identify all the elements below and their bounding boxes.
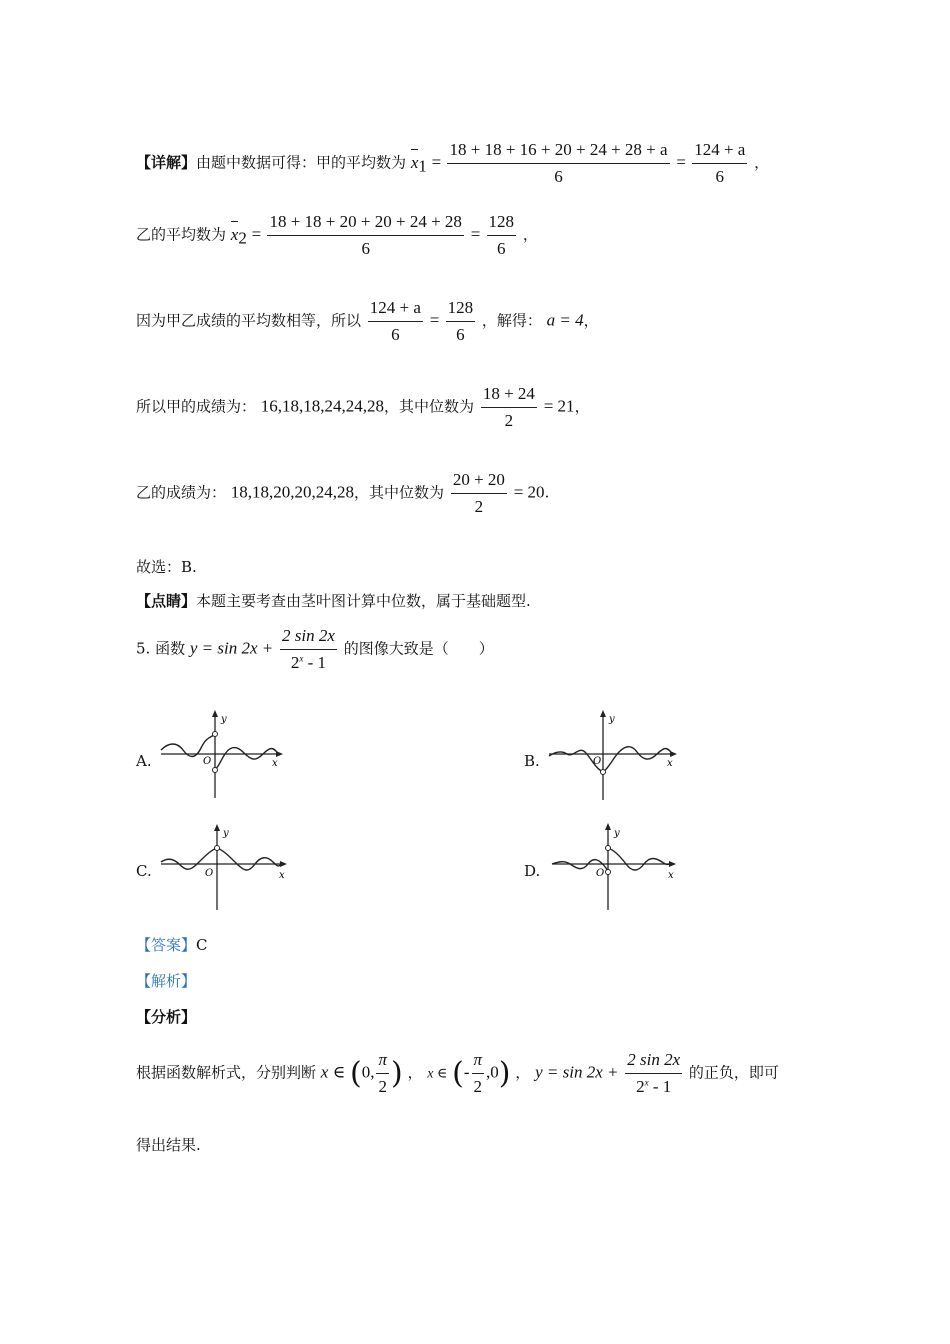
svg-text:y: y (223, 828, 229, 839)
mean-jia-frac: $\frac{18 + 18 + 16 + 20 + 24 + 28 + a}{6}$ (449, 140, 668, 186)
answer-value: C (196, 936, 208, 954)
svg-text:y: y (221, 714, 227, 725)
x1-sub: 1 (418, 156, 427, 176)
svg-text:O: O (593, 756, 602, 767)
mean-yi-frac: $\frac{18 + 18 + 20 + 20 + 24 + 28}{6}$ (269, 212, 462, 258)
comment-label: 【点睛】 (136, 592, 197, 610)
mean-jia-simplified: $\frac{124 + a}{6}$ (694, 140, 746, 186)
svg-text:O: O (205, 868, 214, 879)
answer-line (136, 934, 208, 955)
option-d-graph[interactable] (548, 822, 680, 912)
detail-intro: 由题中数据可得：甲的平均数为 (196, 153, 407, 172)
solution-text-1: 根据函数解析式，分别判断 (136, 1063, 317, 1082)
question-5 (136, 626, 494, 673)
option-b-label: B. (524, 752, 540, 770)
mean-yi-simplified: $\frac{128}{6}$ (488, 212, 515, 258)
yi-scores: 18,18,20,20,24,28 (230, 482, 355, 502)
question-prefix: 5. 函数 (136, 639, 186, 658)
detail-line-2: 乙的平均数为 $x_2$ = $\frac{18 + 18 + 20 + 20 + 24 + 28}{6}$ = $\frac{128}{6}$ ， (136, 212, 538, 258)
svg-text:O: O (203, 756, 212, 767)
comment-line (136, 590, 531, 611)
svg-text:x: x (668, 870, 674, 881)
svg-text:x: x (272, 758, 278, 769)
question-suffix: 的图像大致是（ ） (343, 639, 494, 658)
svg-text:x: x (279, 870, 285, 881)
solution-text-3: 得出结果. (136, 1136, 201, 1154)
equal-intro: 因为甲乙成绩的平均数相等，所以 (136, 311, 362, 330)
solution-line: 根据函数解析式，分别判断 x ∈ (0, $\frac{\pi}{2}$ ) ， x ∈ (- $\frac{\pi}{2}$ ,0) ， y = sin 2x + $\frac{2 \sin 2x}{2^x - 1}$ 的正负，即可 (136, 1050, 779, 1096)
option-c-label: C. (136, 862, 152, 880)
detail-line-4: 所以甲的成绩为： 16,18,18,24,24,28，其中位数为 $\frac{18 + 24}{2}$ = 21， (136, 384, 590, 430)
a-value: a = 4 (546, 310, 584, 330)
yi-mean-intro: 乙的平均数为 (136, 225, 227, 244)
jia-median: = 21 (543, 396, 575, 416)
comment-text: 本题主要考查由茎叶图计算中位数，属于基础题型. (196, 592, 531, 610)
detail-label: 【详解】 (136, 153, 197, 172)
answer-label: 【答案】 (136, 936, 197, 954)
option-a-label: A. (136, 752, 152, 770)
analysis-label: 【解析】 (136, 972, 197, 990)
svg-text:x: x (667, 758, 673, 769)
yi-median: = 20 (513, 482, 545, 502)
svg-text:O: O (596, 868, 605, 879)
choice-line: 故选：B. (136, 558, 197, 576)
svg-text:y: y (614, 828, 620, 839)
x2-bar: x (230, 224, 239, 244)
option-a-graph[interactable] (155, 708, 285, 800)
svg-text:y: y (609, 714, 615, 725)
detail-line-1: 【详解】由题中数据可得：甲的平均数为 $x_1$ = $\frac{18 + 18 + 16 + 20 + 24 + 28 + a}{6}$ = $\frac{124 + a}{6}$ ， (136, 140, 770, 186)
x1-bar: x (410, 152, 419, 172)
option-b-graph[interactable] (545, 708, 680, 800)
option-c-graph[interactable] (155, 822, 290, 912)
detail-line-5: 乙的成绩为： 18,18,20,20,24,28，其中位数为 $\frac{20 + 20}{2}$ = 20. (136, 470, 550, 516)
function-frac: $\frac{2 \sin 2x}{2^x - 1}$ (282, 626, 335, 672)
fenxi-label: 【分析】 (136, 1008, 197, 1026)
option-d-label: D. (524, 862, 541, 880)
detail-line-3: 因为甲乙成绩的平均数相等，所以 $\frac{124 + a}{6}$ = $\frac{128}{6}$ ，解得： a = 4， (136, 298, 599, 344)
function-lhs: y = sin 2x + (189, 638, 274, 658)
jia-scores: 16,18,18,24,24,28 (260, 396, 385, 416)
solution-text-2: 的正负，即可 (688, 1063, 779, 1082)
